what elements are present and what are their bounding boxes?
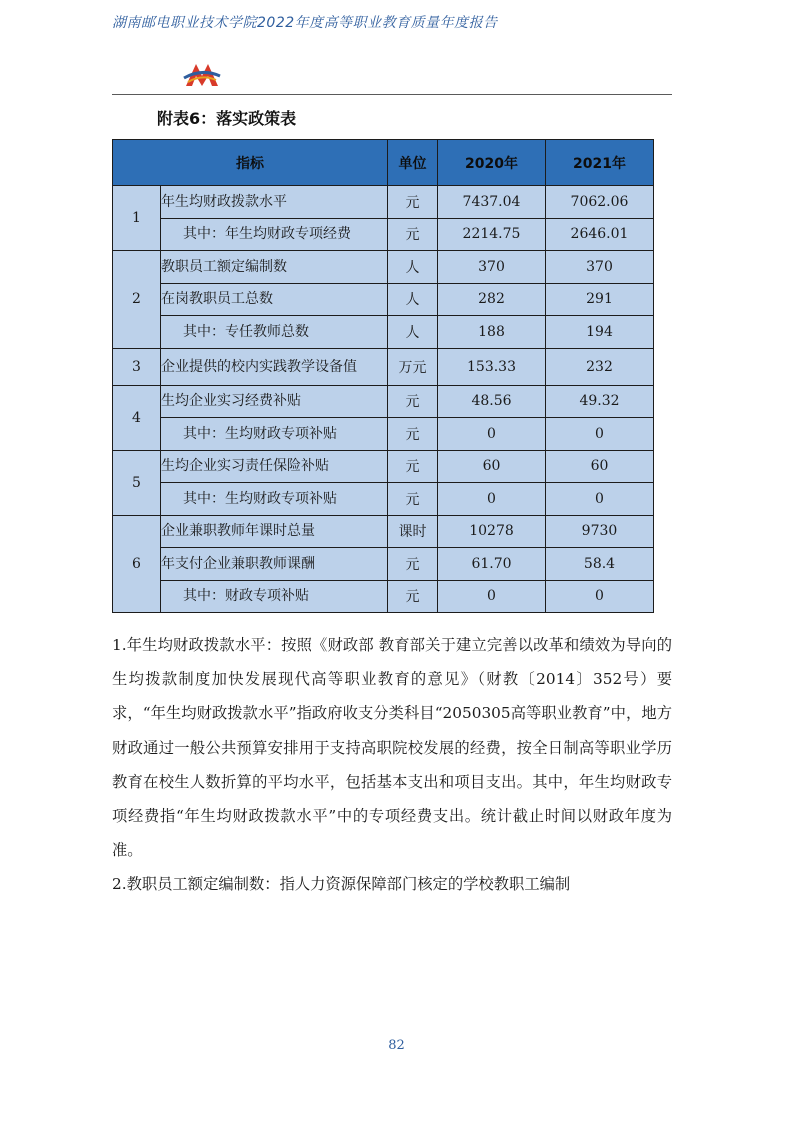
column-header-2021: 2021年 [546,140,654,186]
value-2020-cell: 282 [438,283,546,316]
page-number: 82 [388,1038,405,1053]
value-2020-cell: 61.70 [438,548,546,581]
unit-cell: 元 [388,218,438,251]
group-number: 4 [113,385,161,450]
value-2021-cell: 291 [546,283,654,316]
value-2020-cell: 0 [438,418,546,451]
unit-cell: 人 [388,283,438,316]
value-2021-cell: 60 [546,450,654,483]
unit-cell: 人 [388,316,438,349]
value-2020-cell: 153.33 [438,348,546,385]
unit-cell: 元 [388,450,438,483]
indicator-cell: 其中：财政专项补贴 [161,580,388,613]
table-header-row [113,140,654,186]
table-row [113,348,654,385]
table-row [113,316,654,349]
indicator-cell: 在岗教职员工总数 [161,283,388,316]
value-2021-cell: 49.32 [546,385,654,418]
value-2021-cell: 0 [546,483,654,516]
column-header-unit: 单位 [388,140,438,186]
group-number: 6 [113,515,161,613]
indicator-cell: 生均企业实习责任保险补贴 [161,450,388,483]
value-2021-cell: 370 [546,251,654,284]
unit-cell: 万元 [388,348,438,385]
table-row [113,418,654,451]
value-2020-cell: 2214.75 [438,218,546,251]
unit-cell: 元 [388,385,438,418]
indicator-cell: 其中：专任教师总数 [161,316,388,349]
unit-cell: 元 [388,483,438,516]
value-2020-cell: 0 [438,580,546,613]
indicator-cell: 其中：生均财政专项补贴 [161,418,388,451]
indicator-cell: 年支付企业兼职教师课酬 [161,548,388,581]
unit-cell: 人 [388,251,438,284]
value-2020-cell: 48.56 [438,385,546,418]
table-body [113,186,654,613]
group-number: 5 [113,450,161,515]
column-header-indicator: 指标 [113,140,388,186]
value-2020-cell: 0 [438,483,546,516]
table-row [113,283,654,316]
header-title: 湖南邮电职业技术学院2022年度高等职业教育质量年度报告 [112,15,498,31]
value-2020-cell: 370 [438,251,546,284]
value-2021-cell: 58.4 [546,548,654,581]
table-caption: 附表6：落实政策表 [157,109,297,128]
table-row [113,186,654,219]
note-paragraph: 2.教职员工额定编制数：指人力资源保障部门核定的学校教职工编制 [112,875,571,894]
unit-cell: 元 [388,548,438,581]
table-row [113,218,654,251]
value-2020-cell: 10278 [438,515,546,548]
table-row [113,515,654,548]
value-2021-cell: 0 [546,580,654,613]
policy-table [112,139,654,613]
column-header-2020: 2020年 [438,140,546,186]
unit-cell: 元 [388,418,438,451]
value-2020-cell: 188 [438,316,546,349]
note-paragraph: 1.年生均财政拨款水平：按照《财政部 教育部关于建立完善以改革和绩效为导向的生均拨款制度加快发展现代高等职业教育的意见》（财教〔2014〕352号）要求，“年生均财政拨款水平”指政府收支分类科目“2050305高等职业教育”中，地方财政通过一般公共预算安排用于支持高职院校发展的经费，按全日制高等职业学历教育在校生人数折算的平均水平，包括基本支出和项目支出。其中，年生均财政专项经费指“年生均财政拨款水平”中的专项经费支出。统计截止时间以财政年度为准。 [112,636,672,860]
table-row [113,450,654,483]
unit-cell: 元 [388,580,438,613]
unit-cell: 元 [388,186,438,219]
indicator-cell: 企业提供的校内实践教学设备值 [161,348,388,385]
group-number: 2 [113,251,161,349]
indicator-cell: 企业兼职教师年课时总量 [161,515,388,548]
value-2021-cell: 194 [546,316,654,349]
table-row [113,385,654,418]
school-logo-icon [182,58,222,90]
table-row [113,251,654,284]
group-number: 3 [113,348,161,385]
page-header [112,58,672,94]
indicator-cell: 其中：生均财政专项补贴 [161,483,388,516]
table-row [113,580,654,613]
table-row [113,548,654,581]
value-2021-cell: 9730 [546,515,654,548]
indicator-cell: 其中：年生均财政专项经费 [161,218,388,251]
header-divider [112,94,672,95]
notes-section [112,628,672,902]
indicator-cell: 教职员工额定编制数 [161,251,388,284]
value-2021-cell: 232 [546,348,654,385]
value-2021-cell: 2646.01 [546,218,654,251]
group-number: 1 [113,186,161,251]
value-2020-cell: 60 [438,450,546,483]
table-row [113,483,654,516]
indicator-cell: 年生均财政拨款水平 [161,186,388,219]
value-2021-cell: 0 [546,418,654,451]
value-2020-cell: 7437.04 [438,186,546,219]
unit-cell: 课时 [388,515,438,548]
indicator-cell: 生均企业实习经费补贴 [161,385,388,418]
value-2021-cell: 7062.06 [546,186,654,219]
